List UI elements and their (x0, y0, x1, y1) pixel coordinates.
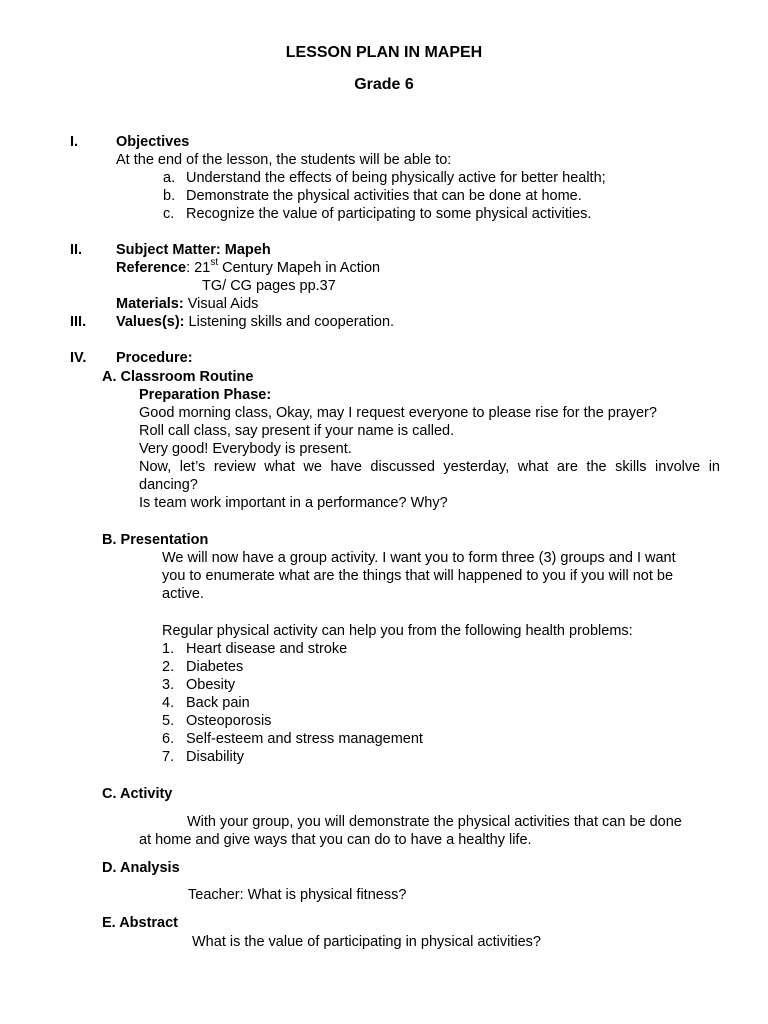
activity-line: With your group, you will demonstrate the physical activities that can be done (187, 814, 682, 830)
abstract-heading: E. Abstract (102, 915, 179, 931)
analysis-heading: D. Analysis (102, 860, 180, 876)
analysis-line: Teacher: What is physical fitness? (188, 887, 407, 903)
routine-line: Very good! Everybody is present. (139, 441, 352, 457)
materials-value: Visual Aids (183, 296, 259, 312)
health-problem-item: Diabetes (186, 659, 244, 675)
values-label: Values(s): (116, 314, 185, 330)
routine-line: Good morning class, Okay, may I request everyone to please rise for the prayer? (139, 405, 657, 421)
objectives-heading: Objectives (116, 134, 190, 150)
presentation-heading: B. Presentation (102, 532, 209, 548)
reference-label: Reference (116, 260, 187, 276)
routine-line: Roll call class, say present if your name is called. (139, 423, 455, 439)
procedure-heading: Procedure: (116, 350, 193, 366)
objectives-intro: At the end of the lesson, the students will be able to: (116, 152, 452, 168)
health-problem-item: Self-esteem and stress management (186, 731, 423, 747)
health-problem-marker: 5. (162, 713, 175, 729)
materials-line (116, 295, 258, 313)
section-numeral-iii: III. (70, 314, 87, 330)
activity-heading: C. Activity (102, 786, 173, 802)
health-problem-marker: 3. (162, 677, 175, 693)
presentation-paragraph-line: you to enumerate what are the things that will happened to you if you will not be (162, 568, 674, 584)
materials-label: Materials: (116, 296, 184, 312)
document-title: LESSON PLAN IN MAPEH (285, 44, 483, 61)
objective-marker: a. (163, 170, 176, 186)
grade-heading: Grade 6 (354, 76, 414, 93)
presentation-paragraph-line: active. (162, 586, 204, 602)
health-problem-marker: 6. (162, 731, 175, 747)
section-numeral-iv: IV. (70, 350, 87, 366)
reference-line (116, 259, 380, 277)
objective-item: Recognize the value of participating to some physical activities. (186, 206, 592, 222)
health-problem-marker: 7. (162, 749, 175, 765)
routine-line: Is team work important in a performance? Why? (139, 495, 448, 511)
health-problem-item: Disability (186, 749, 245, 765)
abstract-line: What is the value of participating in physical activities? (192, 934, 541, 950)
health-problem-item: Heart disease and stroke (186, 641, 348, 657)
classroom-routine-heading: A. Classroom Routine (102, 369, 254, 385)
objective-marker: c. (163, 206, 175, 222)
activity-line: at home and give ways that you can do to have a healthy life. (139, 832, 532, 848)
objective-item: Demonstrate the physical activities that can be done at home. (186, 188, 582, 204)
reference-superscript: st (210, 257, 219, 269)
values-line (116, 313, 394, 331)
health-problem-item: Back pain (186, 695, 250, 711)
values-value: Listening skills and cooperation. (184, 314, 395, 330)
preparation-phase-heading: Preparation Phase: (139, 387, 272, 403)
reference-text: : 21 (186, 260, 211, 276)
health-problems-intro: Regular physical activity can help you from the following health problems: (162, 623, 633, 639)
section-numeral-i: I. (70, 134, 79, 150)
health-problem-item: Osteoporosis (186, 713, 272, 729)
subject-matter-heading: Subject Matter: Mapeh (116, 242, 271, 258)
health-problem-marker: 4. (162, 695, 175, 711)
presentation-paragraph-line: We will now have a group activity. I want you to form three (3) groups and I want (162, 550, 676, 566)
health-problem-marker: 2. (162, 659, 175, 675)
routine-line: Now, let’s review what we have discussed yesterday, what are the skills involve in (139, 459, 720, 475)
reference-pages: TG/ CG pages pp.37 (202, 278, 336, 294)
reference-title: Century Mapeh in Action (218, 260, 381, 276)
section-numeral-ii: II. (70, 242, 83, 258)
objective-item: Understand the effects of being physically active for better health; (186, 170, 606, 186)
health-problem-item: Obesity (186, 677, 236, 693)
routine-line: dancing? (139, 477, 198, 493)
objective-marker: b. (163, 188, 176, 204)
health-problem-marker: 1. (162, 641, 175, 657)
